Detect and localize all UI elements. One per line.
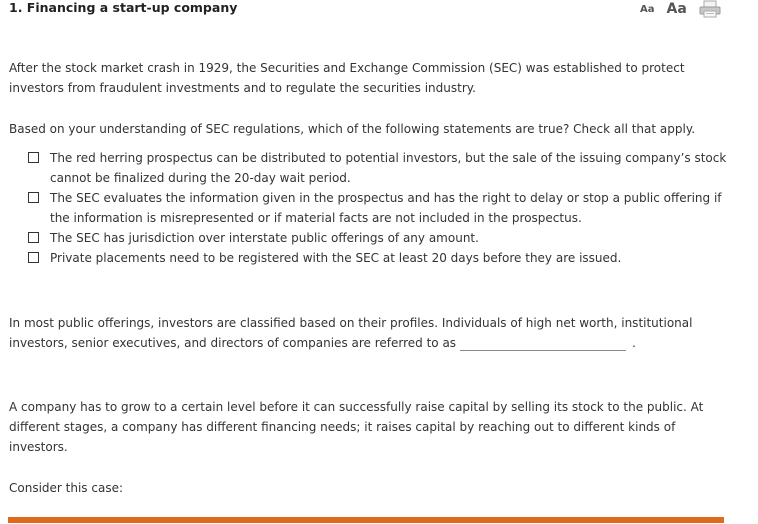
printer-icon[interactable] (699, 0, 721, 18)
option-item (27, 148, 727, 188)
fill-in-paragraph (9, 313, 729, 353)
question-title: 1. Financing a start-up company (9, 0, 238, 15)
option-item (27, 188, 727, 228)
option-label: The SEC has jurisdiction over interstate public offerings of any amount. (50, 231, 479, 245)
option-label: Private placements need to be registered with the SEC at least 20 days before they are issued. (50, 251, 622, 265)
option-checkbox[interactable] (28, 232, 39, 243)
text-tools (640, 0, 721, 18)
checkbox-options (27, 148, 727, 268)
fill-in-text: In most public offerings, investors are classified based on their profiles. Individuals of high net worth, institutional investors, senior executives, and directors of companies are referred to as (9, 316, 693, 350)
section-divider-bar (8, 517, 724, 523)
option-label: The red herring prospectus can be distributed to potential investors, but the sale of the issuing company’s stock cannot be finalized during the 20-day wait period. (50, 151, 727, 185)
option-label: The SEC evaluates the information given in the prospectus and has the right to delay or stop a public offering if the information is misrepresented or if material facts are not included in the prospectus. (50, 191, 722, 225)
growth-paragraph: A company has to grow to a certain level before it can successfully raise capital by selling its stock to the public. At different stages, a company has different financing needs; it raises capital by reaching out to different kinds of investors. (9, 400, 704, 454)
option-checkbox[interactable] (28, 252, 39, 263)
decrease-font-button[interactable]: Aa (640, 3, 655, 15)
option-item (27, 248, 727, 268)
option-checkbox[interactable] (28, 192, 39, 203)
intro-paragraph: After the stock market crash in 1929, the Securities and Exchange Commission (SEC) was established to protect investors from fraudulent investments and to regulate the securities industry. (9, 61, 685, 95)
option-item (27, 228, 727, 248)
answer-blank-dropdown[interactable] (460, 336, 626, 351)
option-checkbox[interactable] (28, 152, 39, 163)
increase-font-button[interactable]: Aa (666, 1, 687, 17)
fill-in-period: . (632, 336, 636, 350)
consider-case-text: Consider this case: (9, 481, 123, 495)
question-prompt: Based on your understanding of SEC regulations, which of the following statements are true? Check all that apply. (9, 122, 696, 136)
